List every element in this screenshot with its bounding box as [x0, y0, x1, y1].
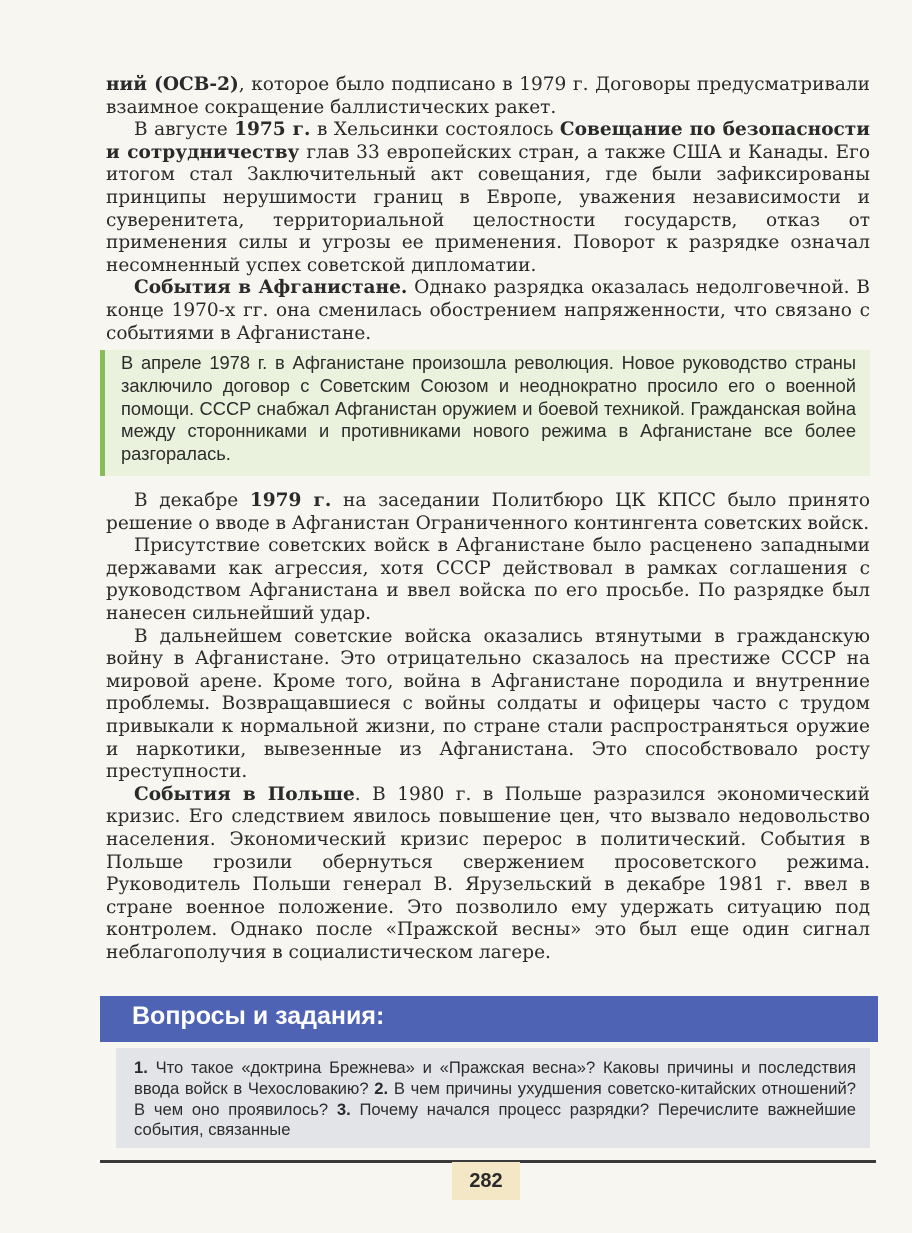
- paragraph-war-consequences: В дальнейшем советские войска оказались втянутыми в гражданскую войну в Афганистане. Это отрицательно сказалось на престиже СССР на мировой арене. Кроме того, война в Афганистане породила и внутренние проблемы. Возвращавшиеся с войны солдаты и офицеры часто с трудом привыкали к нормальной жизни, по стране стали распространяться оружие и наркотики, вывезенные из Афганистана. Это способствовало росту преступности.: [106, 625, 870, 783]
- bold-date: 1979 г.: [249, 490, 332, 511]
- highlight-text: В апреле 1978 г. в Афганистане произошла революция. Новое руководство страны заключило договор с Советским Союзом и неоднократно просило его о военной помощи. СССР снабжал Афганистан оружием и боевой техникой. Гражданская война между сторонниками и противниками нового режима в Афганистане все более разгоралась.: [121, 352, 856, 465]
- text-block-top: [106, 74, 870, 345]
- paragraph-afghanistan-intro: События в Афганистане. Однако разрядка оказалась недолговечной. В конце 1970-х гг. она сменилась обострением напряженности, что связано с событиями в Афганистане.: [106, 277, 870, 344]
- paragraph-helsinki: В августе 1975 г. в Хельсинки состоялось Совещание по безопасности и сотрудничеству глав 33 европейских стран, а также США и Канады. Его итогом стал Заключительный акт совещания, где были зафиксированы принципы нерушимости границ в Европе, уважения независимости и суверенитета, территориальной целостности государств, отказ от применения силы и угрозы ее применения. Поворот к разрядке означал несомненный успех советской дипломатии.: [106, 119, 870, 276]
- paragraph-politburo-decision: В декабре 1979 г. на заседании Политбюро ЦК КПСС было принято решение о вводе в Афганистан Ограниченного контингента советских войск.: [106, 490, 870, 534]
- paragraph-poland: События в Польше. В 1980 г. в Польше разразился экономический кризис. Его следствием явилось повышение цен, что вызвало недовольство населения. Экономический кризис перерос в политический. События в Польше грозили обернуться свержением просоветского режима. Руководитель Польши генерал В. Ярузельский в декабре 1981 г. ввел в стране военное положение. Это позволило ему удержать ситуацию под контролем. Однако после «Пражской весны» это был еще один сигнал неблагополучия в социалистическом лагере.: [106, 783, 870, 963]
- bold-date: 1975 г.: [234, 119, 311, 141]
- text-block-main: [106, 490, 870, 964]
- bold-term: Совещание по безопасности и сотрудничеству: [106, 119, 870, 163]
- page-number-badge: [452, 1162, 520, 1200]
- question-number: 1.: [134, 1058, 148, 1077]
- page-number: 282: [469, 1170, 503, 1192]
- questions-box: [116, 1048, 870, 1148]
- paragraph-osv2: ний (ОСВ-2), которое было подписано в 1979 г. Договоры предусматривали взаимное сокращение баллистических ракет.: [106, 74, 870, 118]
- section-heading-afghanistan: События в Афганистане.: [134, 277, 408, 299]
- questions-header: [100, 996, 878, 1042]
- section-heading-poland: События в Польше: [134, 783, 355, 805]
- question-number: 2.: [374, 1078, 389, 1098]
- paragraph-western-reaction: Присутствие советских войск в Афганистане было расценено западными державами как агрессия, хотя СССР действовал в рамках соглашения с руководством Афганистана и ввел войска по его просьбе. По разрядке был нанесен сильнейший удар.: [106, 535, 870, 624]
- question-number: 3.: [336, 1099, 351, 1119]
- questions-text: 1. Что такое «доктрина Брежнева» и «Пражская весна»? Каковы причины и последствия ввода войск в Чехословакию? 2. В чем причины ухудшения советско-китайских отношений? В чем оно проявилось? 3. Почему начался процесс разрядки? Перечислите важнейшие события, связанные: [134, 1058, 856, 1140]
- questions-title: Вопросы и задания:: [132, 1002, 385, 1030]
- bold-term: ний (ОСВ-2): [106, 74, 239, 95]
- highlight-box-afghan-revolution: [100, 350, 870, 476]
